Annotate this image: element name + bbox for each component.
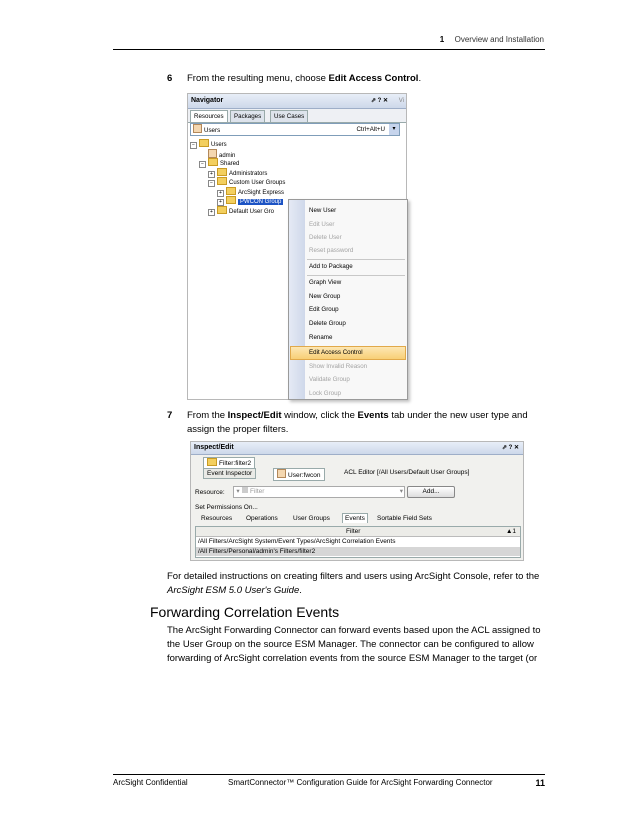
- resource-tree: [190, 139, 285, 215]
- filter-table: [195, 526, 521, 558]
- menu-item-add-to-package[interactable]: Add to Package: [309, 263, 353, 270]
- resource-selector-row: [190, 123, 402, 137]
- menu-separator: [307, 275, 405, 276]
- page-number: 11: [535, 778, 545, 788]
- navigator-tabs: [188, 109, 406, 123]
- running-header: [0, 35, 544, 44]
- tab-user-fwcon[interactable]: User:fwcon: [273, 468, 325, 481]
- resource-select[interactable]: ▾ Filter ▾: [233, 486, 405, 498]
- menu-item-edit-access-control[interactable]: Edit Access Control: [309, 349, 363, 356]
- menu-separator: [307, 259, 405, 260]
- tab-resources[interactable]: Resources: [190, 110, 228, 122]
- menu-item-new-group[interactable]: New Group: [309, 293, 341, 300]
- filter-tab[interactable]: Filter:filter2: [203, 457, 255, 469]
- step-7-text: From the Inspect/Edit window, click the Events tab under the new user type and assign the proper filters.: [187, 410, 528, 435]
- set-permissions-label: Set Permissions On...: [195, 504, 258, 511]
- tree-item-admin[interactable]: admin: [190, 149, 285, 159]
- step-6-number: 6: [167, 73, 173, 84]
- section-heading: Forwarding Correlation Events: [150, 604, 340, 620]
- instructions-paragraph: For detailed instructions on creating filters and users using ArcSight Console, refer to the ArcSight ESM 5.0 User's Guide.: [167, 571, 540, 596]
- tab-packages[interactable]: Packages: [230, 110, 265, 122]
- menu-item-reset-password[interactable]: Reset password: [309, 247, 354, 254]
- perm-tab-sortable-field-sets[interactable]: Sortable Field Sets: [377, 515, 432, 522]
- user-icon: [277, 469, 286, 478]
- chevron-down-icon[interactable]: ▾: [399, 488, 403, 495]
- shortcut-label: Ctrl+Alt+U: [356, 126, 385, 133]
- expand-icon[interactable]: +: [208, 209, 215, 216]
- expand-icon[interactable]: +: [217, 199, 224, 206]
- tree-item-arcsight-express[interactable]: + ArcSight Express: [190, 187, 285, 197]
- table-row[interactable]: /All Filters/ArcSight System/Event Types/ArcSight Correlation Events: [198, 538, 396, 545]
- tree-item-users[interactable]: − Users: [190, 139, 285, 149]
- table-row[interactable]: /All Filters/Personal/admin's Filters/filter2: [196, 547, 520, 556]
- folder-icon: [217, 168, 227, 176]
- step-7-number: 7: [167, 410, 173, 421]
- next-panel-label: Vi: [398, 98, 404, 104]
- folder-open-icon: [217, 177, 227, 185]
- footer-rule: [113, 774, 545, 775]
- add-button[interactable]: Add...: [407, 486, 455, 498]
- menu-item-show-invalid-reason[interactable]: Show Invalid Reason: [309, 363, 368, 370]
- filter-icon: [242, 487, 248, 493]
- perm-tab-resources[interactable]: Resources: [201, 515, 233, 522]
- menu-item-lock-group[interactable]: Lock Group: [309, 390, 341, 397]
- menu-item-delete-group[interactable]: Delete Group: [309, 320, 346, 327]
- resource-label: Resource:: [195, 489, 225, 496]
- expand-icon[interactable]: +: [217, 190, 224, 197]
- tab-use-cases[interactable]: Use Cases: [270, 110, 308, 122]
- tab-event-inspector[interactable]: Event Inspector: [203, 468, 256, 479]
- inspect-edit-screenshot: [190, 441, 524, 561]
- chevron-down-icon[interactable]: ▾: [389, 124, 399, 135]
- footer-left: ArcSight Confidential: [113, 778, 188, 787]
- folder-icon: [226, 187, 236, 195]
- tree-item-pwcon-group[interactable]: + PWCON Group: [190, 196, 285, 206]
- inspect-edit-title: Inspect/Edit: [194, 444, 234, 451]
- folder-icon: [226, 196, 236, 204]
- menu-item-graph-view[interactable]: Graph View: [309, 279, 342, 286]
- footer-center: SmartConnector™ Configuration Guide for ArcSight Forwarding Connector: [228, 778, 493, 787]
- tree-item-custom-user-groups[interactable]: − Custom User Groups: [190, 177, 285, 187]
- navigator-title: Navigator: [191, 97, 224, 104]
- tree-item-default-user-groups[interactable]: + Default User Gro: [190, 206, 285, 216]
- menu-item-edit-group[interactable]: Edit Group: [309, 306, 339, 313]
- perm-tab-user-groups[interactable]: User Groups: [293, 515, 330, 522]
- expand-icon[interactable]: +: [208, 171, 215, 178]
- section-body: The ArcSight Forwarding Connector can forward events based upon the ACL assigned to the User Group on the source ESM Manager. The connector can be configured to allow forwarding of ArcSight correlation events from the source ESM Manager to the target (or: [167, 625, 541, 664]
- user-icon: [208, 149, 217, 158]
- menu-item-rename[interactable]: Rename: [309, 334, 333, 341]
- menu-item-validate-group[interactable]: Validate Group: [309, 376, 350, 383]
- collapse-icon[interactable]: −: [190, 142, 197, 149]
- folder-icon: [217, 206, 227, 214]
- step-6-text: From the resulting menu, choose Edit Access Control.: [187, 73, 422, 84]
- chapter-title: Overview and Installation: [454, 35, 544, 44]
- inspect-edit-title-bar: [191, 442, 523, 455]
- header-rule: [113, 49, 545, 50]
- footer: [113, 778, 545, 790]
- tab-acl-editor[interactable]: ACL Editor [/All Users/Default User Groups]: [344, 469, 470, 476]
- resource-type-select[interactable]: Users Ctrl+Alt+U ▾: [190, 123, 400, 136]
- step-6: [167, 72, 172, 86]
- chapter-number: 1: [439, 35, 445, 44]
- navigator-title-bar: [188, 94, 406, 109]
- tree-item-shared[interactable]: − Shared: [190, 158, 285, 168]
- menu-icon-strip: [289, 200, 305, 399]
- menu-item-edit-user[interactable]: Edit User: [309, 221, 335, 228]
- folder-open-icon: [199, 139, 209, 147]
- folder-open-icon: [208, 158, 218, 166]
- tree-item-administrators[interactable]: + Administrators: [190, 168, 285, 178]
- perm-tab-events[interactable]: Events: [342, 513, 368, 523]
- menu-item-delete-user[interactable]: Delete User: [309, 234, 342, 241]
- collapse-icon[interactable]: −: [199, 161, 206, 168]
- window-controls[interactable]: ⇗ ? ✕: [501, 445, 519, 451]
- menu-item-new-user[interactable]: New User: [309, 207, 337, 214]
- filter-icon: [207, 458, 217, 466]
- users-icon: [193, 124, 202, 133]
- context-menu: [288, 199, 408, 400]
- column-header-filter[interactable]: Filter ▲1: [196, 527, 520, 537]
- window-controls[interactable]: ⇗ ? ✕: [370, 98, 388, 104]
- perm-tab-operations[interactable]: Operations: [246, 515, 278, 522]
- collapse-icon[interactable]: −: [208, 180, 215, 187]
- chevron-down-icon[interactable]: ▾: [236, 488, 240, 495]
